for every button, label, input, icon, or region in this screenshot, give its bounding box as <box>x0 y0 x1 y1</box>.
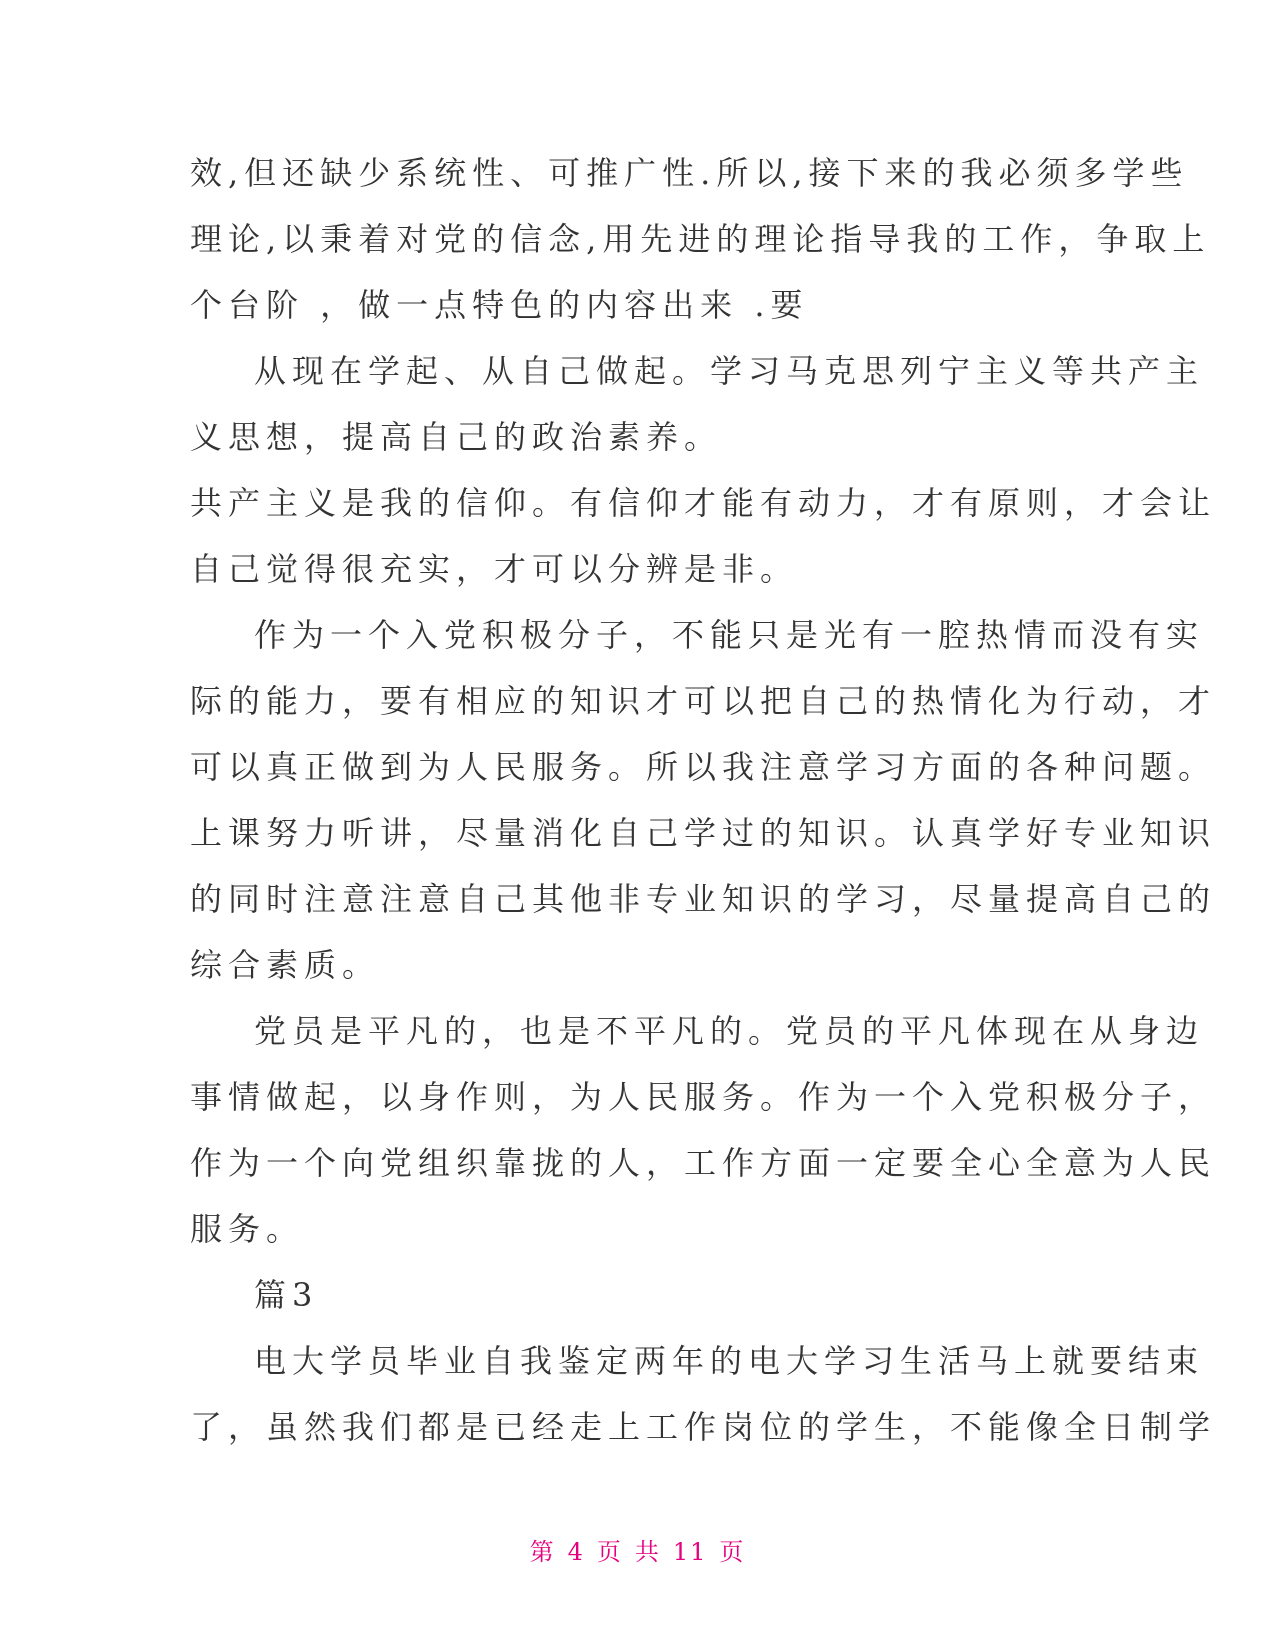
text-line: 理论,以秉着对党的信念,用先进的理论指导我的工作，争取上 <box>190 220 1211 258</box>
text-line: 上课努力听讲，尽量消化自己学过的知识。认真学好专业知识 <box>190 814 1217 852</box>
text-line: 际的能力，要有相应的知识才可以把自己的热情化为行动，才 <box>190 682 1217 720</box>
total-page-count: 11 <box>672 1538 708 1566</box>
current-page-number: 4 <box>567 1538 585 1566</box>
text-line: 的同时注意注意自己其他非专业知识的学习，尽量提高自己的 <box>190 880 1217 918</box>
document-body <box>190 140 1217 1460</box>
footer-total-word: 共 <box>634 1538 661 1566</box>
text-line: 效,但还缺少系统性、可推广性.所以,接下来的我必须多学些 <box>190 154 1189 192</box>
text-line: 个台阶 ，做一点特色的内容出来 .要 <box>190 286 809 324</box>
footer-prefix: 第 <box>529 1538 556 1566</box>
text-line: 义思想，提高自己的政治素养。 <box>190 418 723 456</box>
text-line: 事情做起，以身作则，为人民服务。作为一个入党积极分子， <box>190 1078 1217 1116</box>
text-line: 作为一个向党组织靠拢的人，工作方面一定要全心全意为人民 <box>190 1144 1217 1182</box>
text-line: 作为一个入党积极分子，不能只是光有一腔热情而没有实 <box>254 616 1205 654</box>
section-heading: 篇3 <box>254 1276 319 1314</box>
text-line: 综合素质。 <box>190 946 381 984</box>
page-footer <box>0 1532 1275 1567</box>
text-line: 服务。 <box>190 1210 305 1248</box>
text-line: 从现在学起、从自己做起。学习马克思列宁主义等共产主 <box>254 352 1205 390</box>
footer-page-word: 页 <box>596 1538 623 1566</box>
text-line: 党员是平凡的，也是不平凡的。党员的平凡体现在从身边 <box>254 1012 1205 1050</box>
text-line: 电大学员毕业自我鉴定两年的电大学习生活马上就要结束 <box>254 1342 1205 1380</box>
text-line: 可以真正做到为人民服务。所以我注意学习方面的各种问题。 <box>190 748 1217 786</box>
text-line: 共产主义是我的信仰。有信仰才能有动力，才有原则，才会让 <box>190 484 1217 522</box>
footer-suffix: 页 <box>719 1538 746 1566</box>
text-line: 自己觉得很充实，才可以分辨是非。 <box>190 550 799 588</box>
text-line: 了，虽然我们都是已经走上工作岗位的学生，不能像全日制学 <box>190 1408 1217 1446</box>
